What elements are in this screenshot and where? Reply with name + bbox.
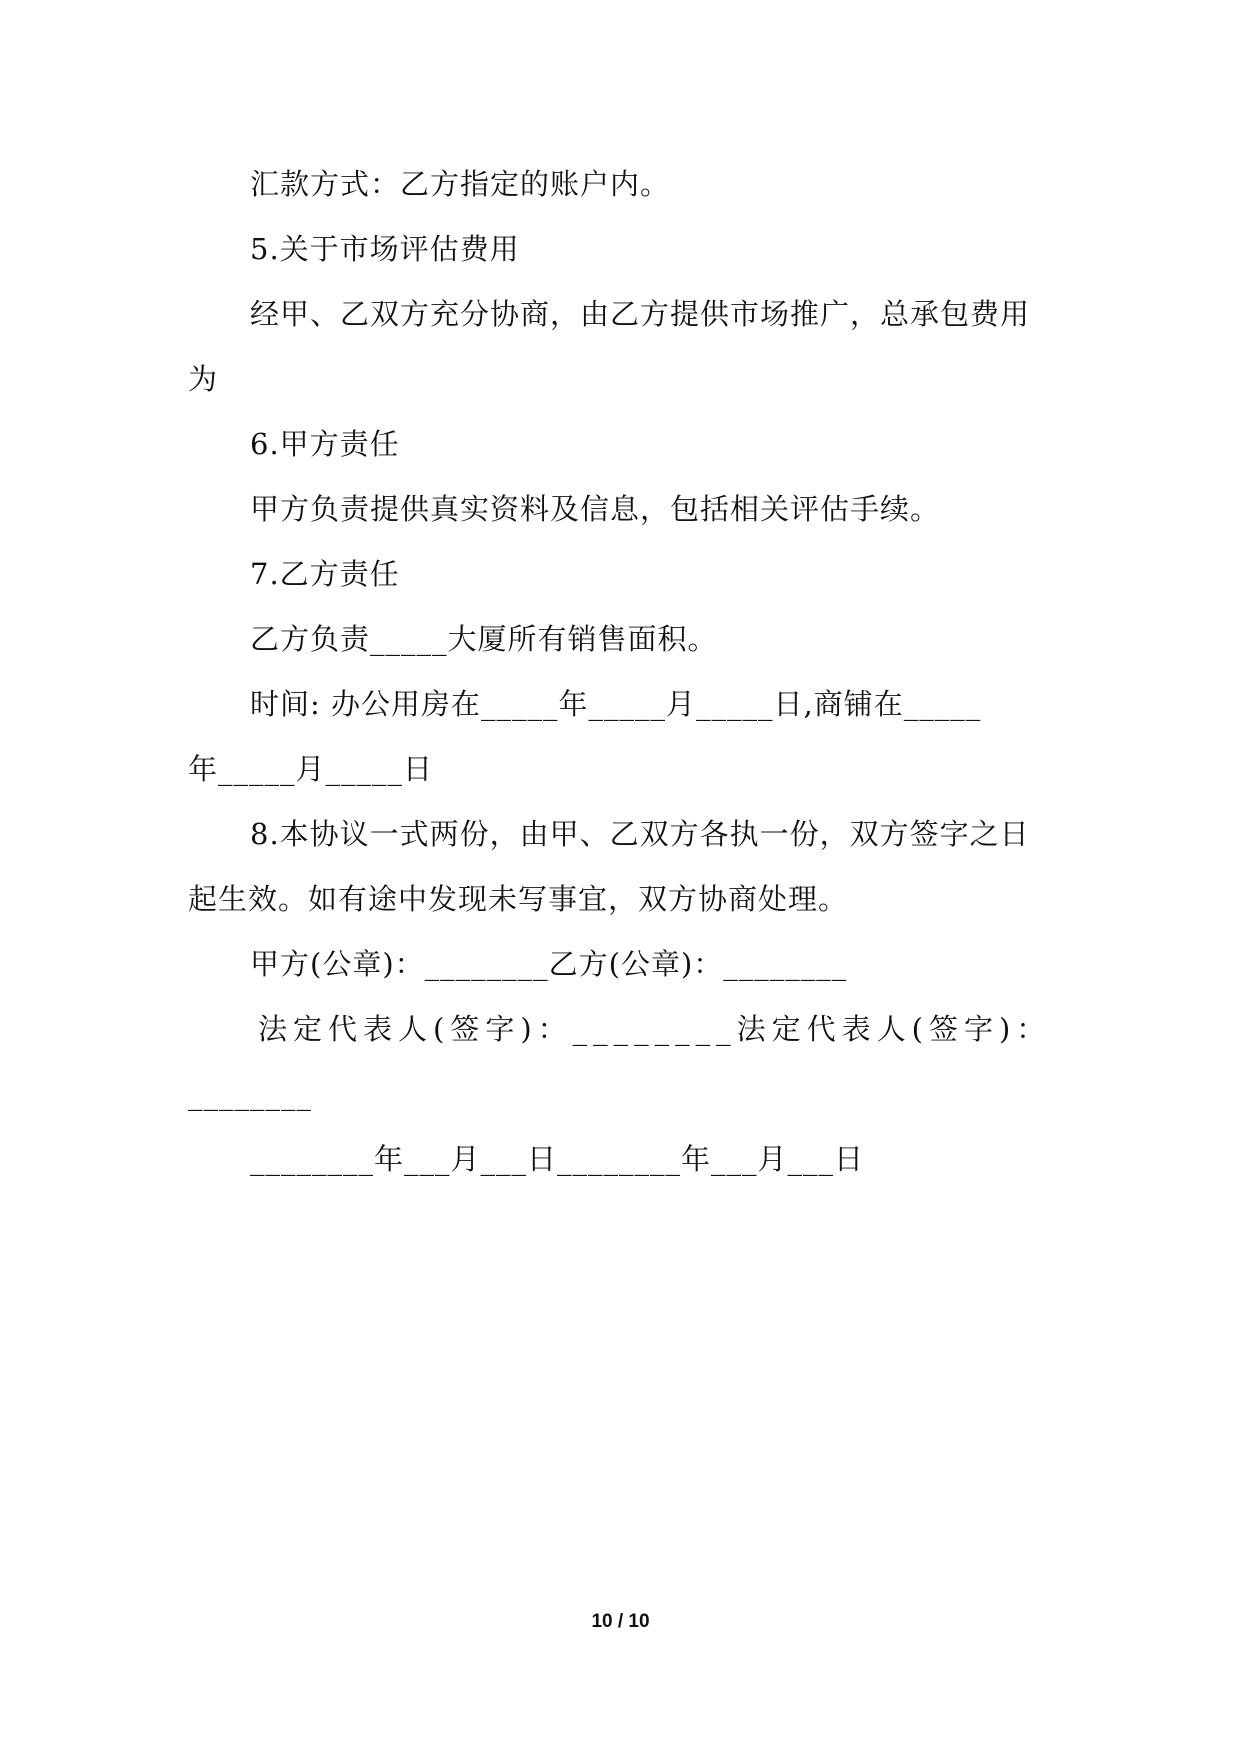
section-6-heading: 6.甲方责任 <box>250 427 400 461</box>
section-8-line-2: 起生效。如有途中发现未写事宜，双方协商处理。 <box>188 882 849 916</box>
remittance-method-line: 汇款方式：乙方指定的账户内。 <box>250 167 671 201</box>
party-seal-line: 甲方(公章)：________乙方(公章)：________ <box>250 947 848 981</box>
section-8-line-1: 8.本协议一式两份，由甲、乙双方各执一份，双方签字之日 <box>250 817 1030 851</box>
legal-rep-signature-blank: ________ <box>188 1077 312 1111</box>
page-number: 10 / 10 <box>591 1611 650 1632</box>
section-7-heading: 7.乙方责任 <box>250 557 400 591</box>
section-5-body-line-1: 经甲、乙双方充分协商，由乙方提供市场推广，总承包费用 <box>250 297 1031 331</box>
section-5-body-line-2: 为 <box>188 362 219 396</box>
section-5-heading: 5.关于市场评估费用 <box>250 232 520 266</box>
time-line-2: 年_____月_____日 <box>188 752 434 786</box>
signing-date-line: ________年___月___日________年___月___日 <box>250 1142 865 1176</box>
legal-rep-signature-line: 法定代表人(签字)：________法定代表人(签字)： <box>258 1012 1052 1046</box>
section-6-body: 甲方负责提供真实资料及信息，包括相关评估手续。 <box>250 492 941 526</box>
time-line-1: 时间: 办公用房在_____年_____月_____日,商铺在_____ <box>250 687 982 721</box>
section-7-body: 乙方负责_____大厦所有销售面积。 <box>250 622 718 656</box>
